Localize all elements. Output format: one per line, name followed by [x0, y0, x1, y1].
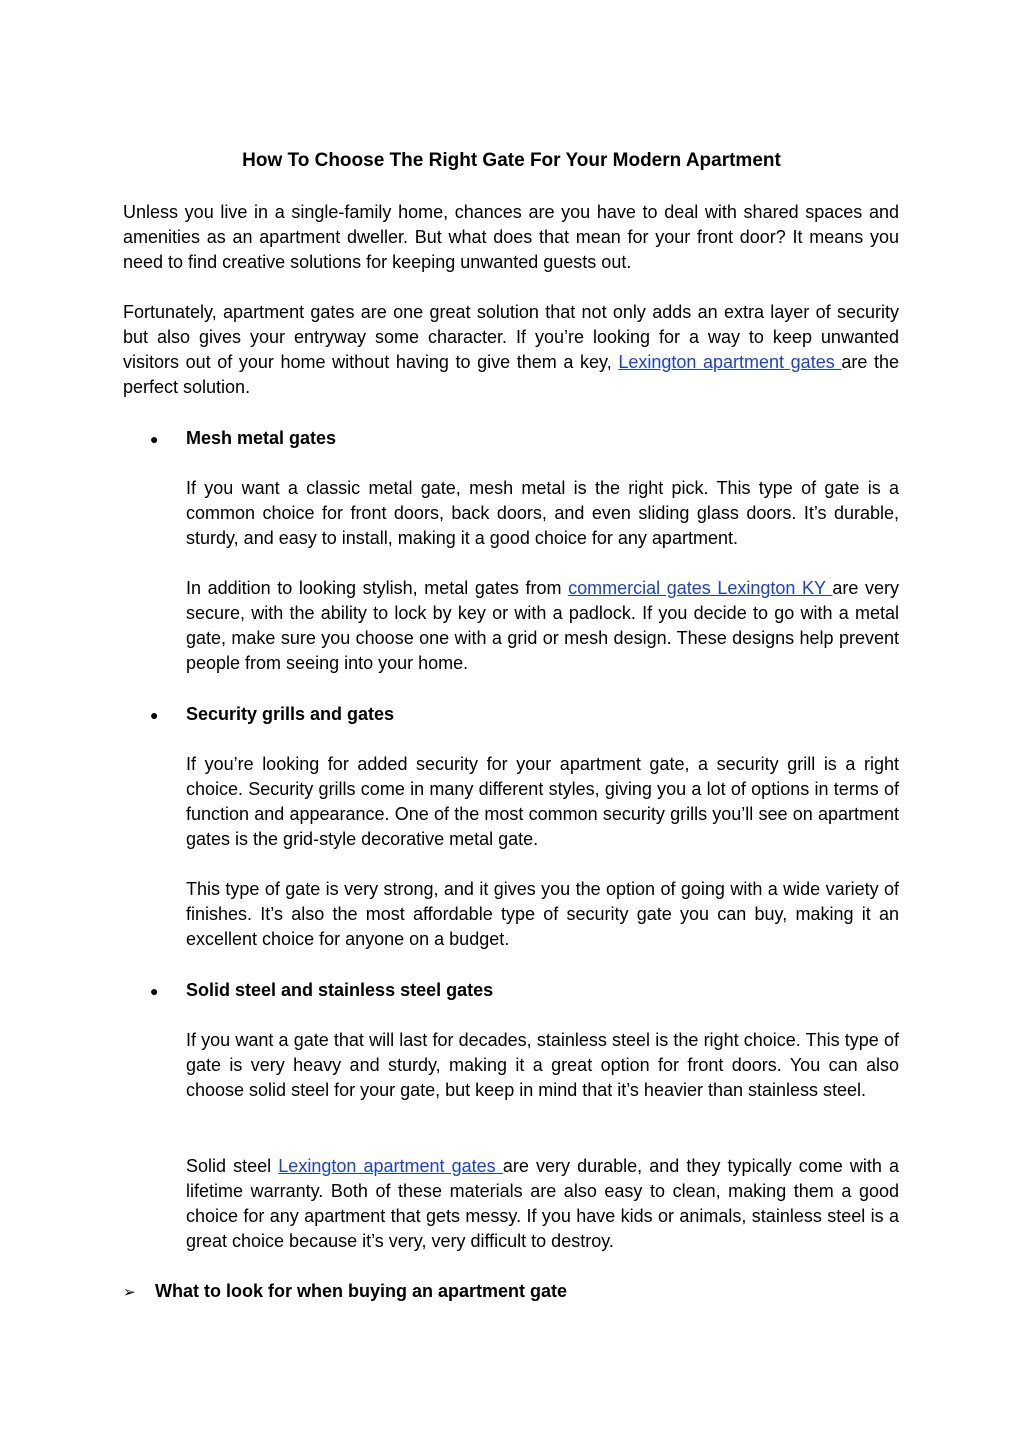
- lexington-apartment-gates-link-2[interactable]: Lexington apartment gates: [278, 1156, 503, 1176]
- bullet-icon: ●: [150, 707, 159, 723]
- mesh-paragraph-2-text-after: are very secure, with the ability to lock by key or with a padlock. If you decide to go with a metal gate, make sure you choose one with a grid or mesh design. These designs help prevent people from seeing into your home.: [186, 578, 899, 673]
- intro-paragraph-1: [123, 200, 899, 275]
- intro-paragraph-2: [123, 300, 899, 400]
- bullet-icon: ●: [150, 983, 159, 999]
- mesh-paragraph-2-text-before: In addition to looking stylish, metal gates from: [186, 578, 569, 598]
- section-heading-buying-guide: [123, 1279, 567, 1305]
- intro-paragraph-1-text: Unless you live in a single-family home, chances are you have to deal with shared spaces and amenities as an apartment dweller. But what does that mean for your front door? It means you need to find creative solutions for keeping unwanted guests out.: [123, 202, 899, 272]
- bullet-icon: ●: [150, 431, 159, 447]
- steel-paragraph-2-text-after: are very durable, and they typically come with a lifetime warranty. Both of these materials are also easy to clean, making them a good choice for any apartment that gets messy. If you have kids or animals, stainless steel is a great choice because it’s very, very difficult to destroy.: [186, 1156, 899, 1251]
- section-heading-mesh-label: Mesh metal gates: [186, 428, 337, 448]
- section-heading-security-grills-label: Security grills and gates: [186, 704, 395, 724]
- mesh-paragraph-1: [186, 476, 899, 551]
- security-grills-paragraph-2: [186, 877, 899, 952]
- mesh-paragraph-1-text: If you want a classic metal gate, mesh metal is the right pick. This type of gate is a common choice for front doors, back doors, and even sliding glass doors. It’s durable, sturdy, and easy to install, making it a good choice for any apartment.: [186, 478, 899, 548]
- arrow-bullet-icon: ➢: [123, 1284, 136, 1301]
- mesh-paragraph-2: [186, 576, 899, 676]
- section-heading-buying-guide-label: What to look for when buying an apartment gate: [155, 1281, 568, 1301]
- section-heading-steel: [150, 978, 493, 1004]
- security-grills-paragraph-1: [186, 752, 899, 852]
- section-heading-steel-label: Solid steel and stainless steel gates: [186, 980, 494, 1000]
- intro-paragraph-2-text-before: Fortunately, apartment gates are one great solution that not only adds an extra layer of security but also gives your entryway some character. If you’re looking for a way to keep unwanted visitors out of your home without having to give them a key,: [123, 302, 899, 372]
- security-grills-paragraph-1-text: If you’re looking for added security for your apartment gate, a security grill is a right choice. Security grills come in many different styles, giving you a lot of options in terms of function and appearance. One of the most common security grills you’ll see on apartment gates is the grid-style decorative metal gate.: [186, 754, 899, 849]
- document-title: How To Choose The Right Gate For Your Modern Apartment: [242, 150, 781, 171]
- steel-paragraph-2: [186, 1154, 899, 1254]
- section-heading-mesh: [150, 426, 336, 452]
- lexington-apartment-gates-link[interactable]: Lexington apartment gates: [618, 352, 842, 372]
- security-grills-paragraph-2-text: This type of gate is very strong, and it gives you the option of going with a wide variety of finishes. It’s also the most affordable type of security gate you can buy, making it an excellent choice for anyone on a budget.: [186, 879, 899, 949]
- steel-paragraph-2-text-before: Solid steel: [186, 1156, 279, 1176]
- steel-paragraph-1: [186, 1028, 899, 1103]
- section-heading-security-grills: [150, 702, 394, 728]
- intro-paragraph-2-text-after: are the perfect solution.: [123, 352, 899, 397]
- commercial-gates-lexington-link[interactable]: commercial gates Lexington KY: [568, 578, 833, 598]
- steel-paragraph-1-text: If you want a gate that will last for decades, stainless steel is the right choice. This type of gate is very heavy and sturdy, making it a great option for front doors. You can also choose solid steel for your gate, but keep in mind that it’s heavier than stainless steel.: [186, 1030, 899, 1100]
